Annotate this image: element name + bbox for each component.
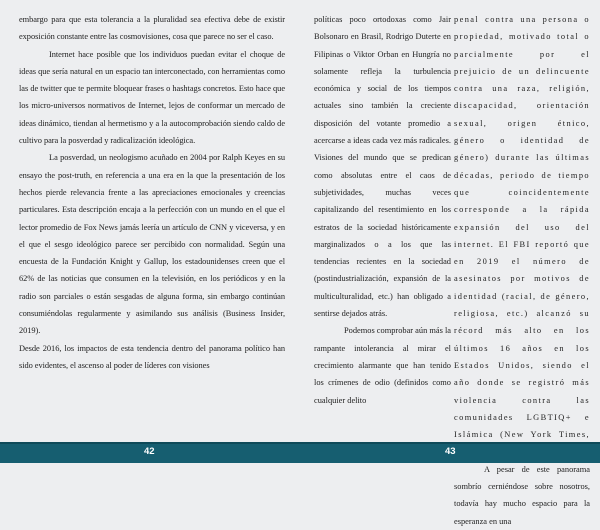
paragraph: Podemos comprobar aún más la rampante intolerancia al mirar el crecimiento alarmante que han tenido los crímenes de odio (definidos como cualquier delito <box>314 326 451 405</box>
page-number-left: 42 <box>144 446 155 457</box>
paragraph: penal contra una persona o propiedad, motivado total o parcialmente por el prejuicio de un delincuente contra una raza, religión, discapacidad, orientación sexual, origen étnico, género o identidad de género) durante las últimas décadas, periodo de tiempo que coincidentemente corresponde a la rápida expansión del uso del internet. El FBI reportó que en 2019 el número de asesinatos por motivos de identidad (racial, de género, religiosa, etc.) alcanzó su récord más alto en los últimos 16 años en los Estados Unidos, siendo el año donde se registró más violencia contra las comunidades LGBTIQ+ e Islámica (New York Times, <box>454 15 590 440</box>
paragraph: Internet hace posible que los individuos puedan evitar el choque de ideas que sería natural en un espacio tan interconectado, con herramientas como las de twitter que te permite bloquear frases o hashtags concretos. Esto hace que los micro-universos normativos de Internet, lejos de conformar un mercado de ideas dinámico, tiendan al hermetismo y a la autocomprobación siendo caldo de cultivo para la posverdad y radicalización ideológica. <box>19 49 285 146</box>
left-page <box>0 0 297 442</box>
page-number-right: 43 <box>445 446 456 457</box>
paragraph: políticas poco ortodoxas como Jair Bolsonaro en Brasil, Rodrigo Duterte en Filipinas o Viktor Orban en Hungría no solamente refleja la turbulencia económica y social de los tiempos actuales sino también la creciente disposición del votante promedio a acercarse a ideas cada vez más radicales. Visiones del mundo que se predican como absolutas entre el caos de subjetividades, muchas veces capitalizando del resentimiento en los estratos de la sociedad históricamente marginalizados o a los que las tendencias recientes en la sociedad (postindustrialización, expansión de la multiculturalidad, etc.) han obligado a sentirse dejados atrás. <box>314 15 451 319</box>
paragraph: La posverdad, un neologismo acuñado en 2004 por Ralph Keyes en su ensayo the post-truth, en referencia a una era en la que la presentación de los hechos pierde relevancia frente a las apreciaciones emocionales y creencias particulares. Esta descripción encaja a la perfección con un mundo en el que el lector promedio de Fox News jamás leería un artículo de CNN y viceversa, y en el que el sesgo ideológico parece ser percibido con normalidad. Según una encuesta de la Fundación Knight y Gallup, los estadounidenses creen que el 62% de las noticias que consumen en la televisión, en los periódicos y en la radio son parciales o están sesgadas de alguna forma, sin embargo continúan consumiéndolas regularmente y asimilando sus análisis (Business Insider, 2019). <box>19 153 285 336</box>
paragraph: A pesar de este panorama sombrío cerniéndose sobre nosotros, todavía hay mucho espacio para la esperanza en una <box>454 464 590 526</box>
page-footer-band <box>0 442 600 463</box>
text-column-middle <box>314 11 451 409</box>
paragraph: Desde 2016, los impactos de esta tendencia dentro del panorama político han sido evidentes, el ascenso al poder de líderes con visiones <box>19 343 285 370</box>
footer-divider <box>0 442 600 444</box>
paragraph: embargo para que esta tolerancia a la pluralidad sea efectiva debe de existir exposición constante entre las cosmovisiones, cosa que parece no ser el caso. <box>19 15 285 42</box>
